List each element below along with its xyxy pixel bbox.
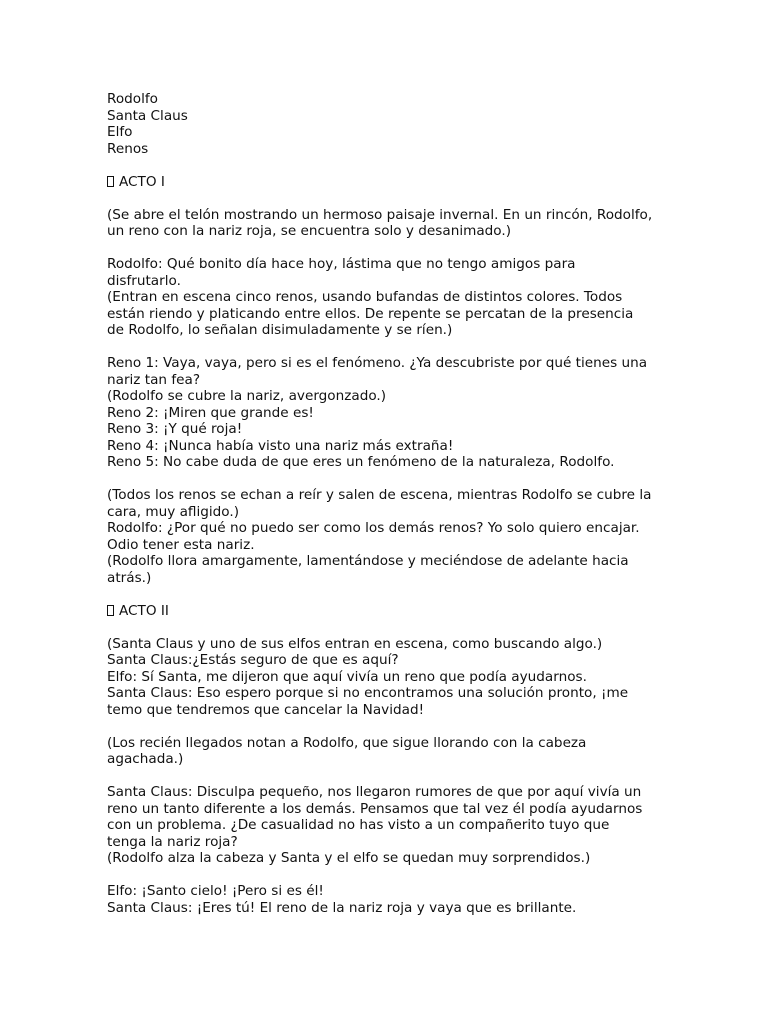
text-line: (Rodolfo llora amargamente, lamentándose y meciéndose de adelante hacia bbox=[107, 553, 629, 569]
text-line: Reno 3: ¡Y qué roja! bbox=[107, 421, 243, 437]
text-line: Reno 1: Vaya, vaya, pero si es el fenómeno. ¿Ya descubriste por qué tienes una bbox=[107, 355, 648, 371]
text-line: reno un tanto diferente a los demás. Pensamos que tal vez él podía ayudarnos bbox=[107, 800, 643, 817]
character-rodolfo: Rodolfo bbox=[107, 91, 158, 107]
character-list bbox=[107, 91, 687, 157]
text-line: Odio tener esta nariz. bbox=[107, 536, 255, 553]
act-1-heading: ACTO I bbox=[107, 174, 687, 191]
text-line: agachada.) bbox=[107, 751, 184, 767]
act-2-dialogue-block-4 bbox=[107, 883, 687, 916]
text-line: temo que tendremos que cancelar la Navidad! bbox=[107, 701, 425, 718]
text-line: (Los recién llegados notan a Rodolfo, que sigue llorando con la cabeza bbox=[107, 734, 587, 751]
text-line: Reno 5: No cabe duda de que eres un fenómeno de la naturaleza, Rodolfo. bbox=[107, 454, 615, 470]
act-1-dialogue-block-4 bbox=[107, 487, 687, 586]
text-line: (Rodolfo alza la cabeza y Santa y el elfo se quedan muy sorprendidos.) bbox=[107, 850, 591, 866]
act-1-dialogue-block-2 bbox=[107, 256, 687, 339]
text-line: un reno con la nariz roja, se encuentra solo y desanimado.) bbox=[107, 223, 512, 239]
act-1-stage-direction-1 bbox=[107, 207, 687, 240]
text-line: están riendo y platicando entre ellos. De repente se percatan de la presencia bbox=[107, 305, 634, 322]
document-page bbox=[107, 91, 687, 916]
text-line: nariz tan fea? bbox=[107, 371, 201, 388]
missing-glyph-icon bbox=[107, 176, 114, 187]
character-santa-claus: Santa Claus bbox=[107, 107, 188, 124]
text-line: disfrutarlo. bbox=[107, 272, 181, 289]
text-line: Santa Claus: ¡Eres tú! El reno de la nariz roja y vaya que es brillante. bbox=[107, 899, 577, 916]
text-line: tenga la nariz roja? bbox=[107, 833, 238, 850]
text-line: Rodolfo: Qué bonito día hace hoy, lástima que no tengo amigos para bbox=[107, 256, 576, 272]
text-line: (Todos los renos se echan a reír y salen de escena, mientras Rodolfo se cubre la bbox=[107, 487, 652, 503]
act-2-stage-direction-2 bbox=[107, 735, 687, 768]
text-line: Elfo: Sí Santa, me dijeron que aquí vivía un reno que podía ayudarnos. bbox=[107, 668, 587, 685]
text-line: (Se abre el telón mostrando un hermoso paisaje invernal. En un rincón, Rodolfo, bbox=[107, 206, 653, 223]
character-elfo: Elfo bbox=[107, 124, 133, 140]
text-line: atrás.) bbox=[107, 569, 152, 586]
text-line: Reno 2: ¡Miren que grande es! bbox=[107, 404, 314, 421]
act-2-dialogue-block-1 bbox=[107, 636, 687, 719]
text-line: Rodolfo: ¿Por qué no puedo ser como los demás renos? Yo solo quiero encajar. bbox=[107, 520, 640, 536]
character-renos: Renos bbox=[107, 140, 149, 157]
text-line: Santa Claus: Eso espero porque si no encontramos una solución pronto, ¡me bbox=[107, 685, 629, 701]
act-1-dialogue-block-3 bbox=[107, 355, 687, 471]
text-line: Elfo: ¡Santo cielo! ¡Pero si es él! bbox=[107, 883, 324, 899]
text-line: cara, muy afligido.) bbox=[107, 503, 239, 520]
text-line: de Rodolfo, lo señalan disimuladamente y se ríen.) bbox=[107, 322, 453, 338]
missing-glyph-icon bbox=[107, 605, 114, 616]
text-line: Santa Claus: Disculpa pequeño, nos llegaron rumores de que por aquí vivía un bbox=[107, 784, 642, 800]
act-2-dialogue-block-3 bbox=[107, 784, 687, 867]
text-line: con un problema. ¿De casualidad no has visto a un compañerito tuyo que bbox=[107, 817, 610, 833]
text-line: (Entran en escena cinco renos, usando bufandas de distintos colores. Todos bbox=[107, 289, 623, 305]
text-line: Santa Claus:¿Estás seguro de que es aquí? bbox=[107, 652, 399, 668]
text-line: Reno 4: ¡Nunca había visto una nariz más extraña! bbox=[107, 437, 454, 454]
text-line: (Rodolfo se cubre la nariz, avergonzado.) bbox=[107, 388, 387, 404]
text-line: (Santa Claus y uno de sus elfos entran en escena, como buscando algo.) bbox=[107, 635, 603, 652]
act-2-heading: ACTO II bbox=[107, 603, 687, 620]
